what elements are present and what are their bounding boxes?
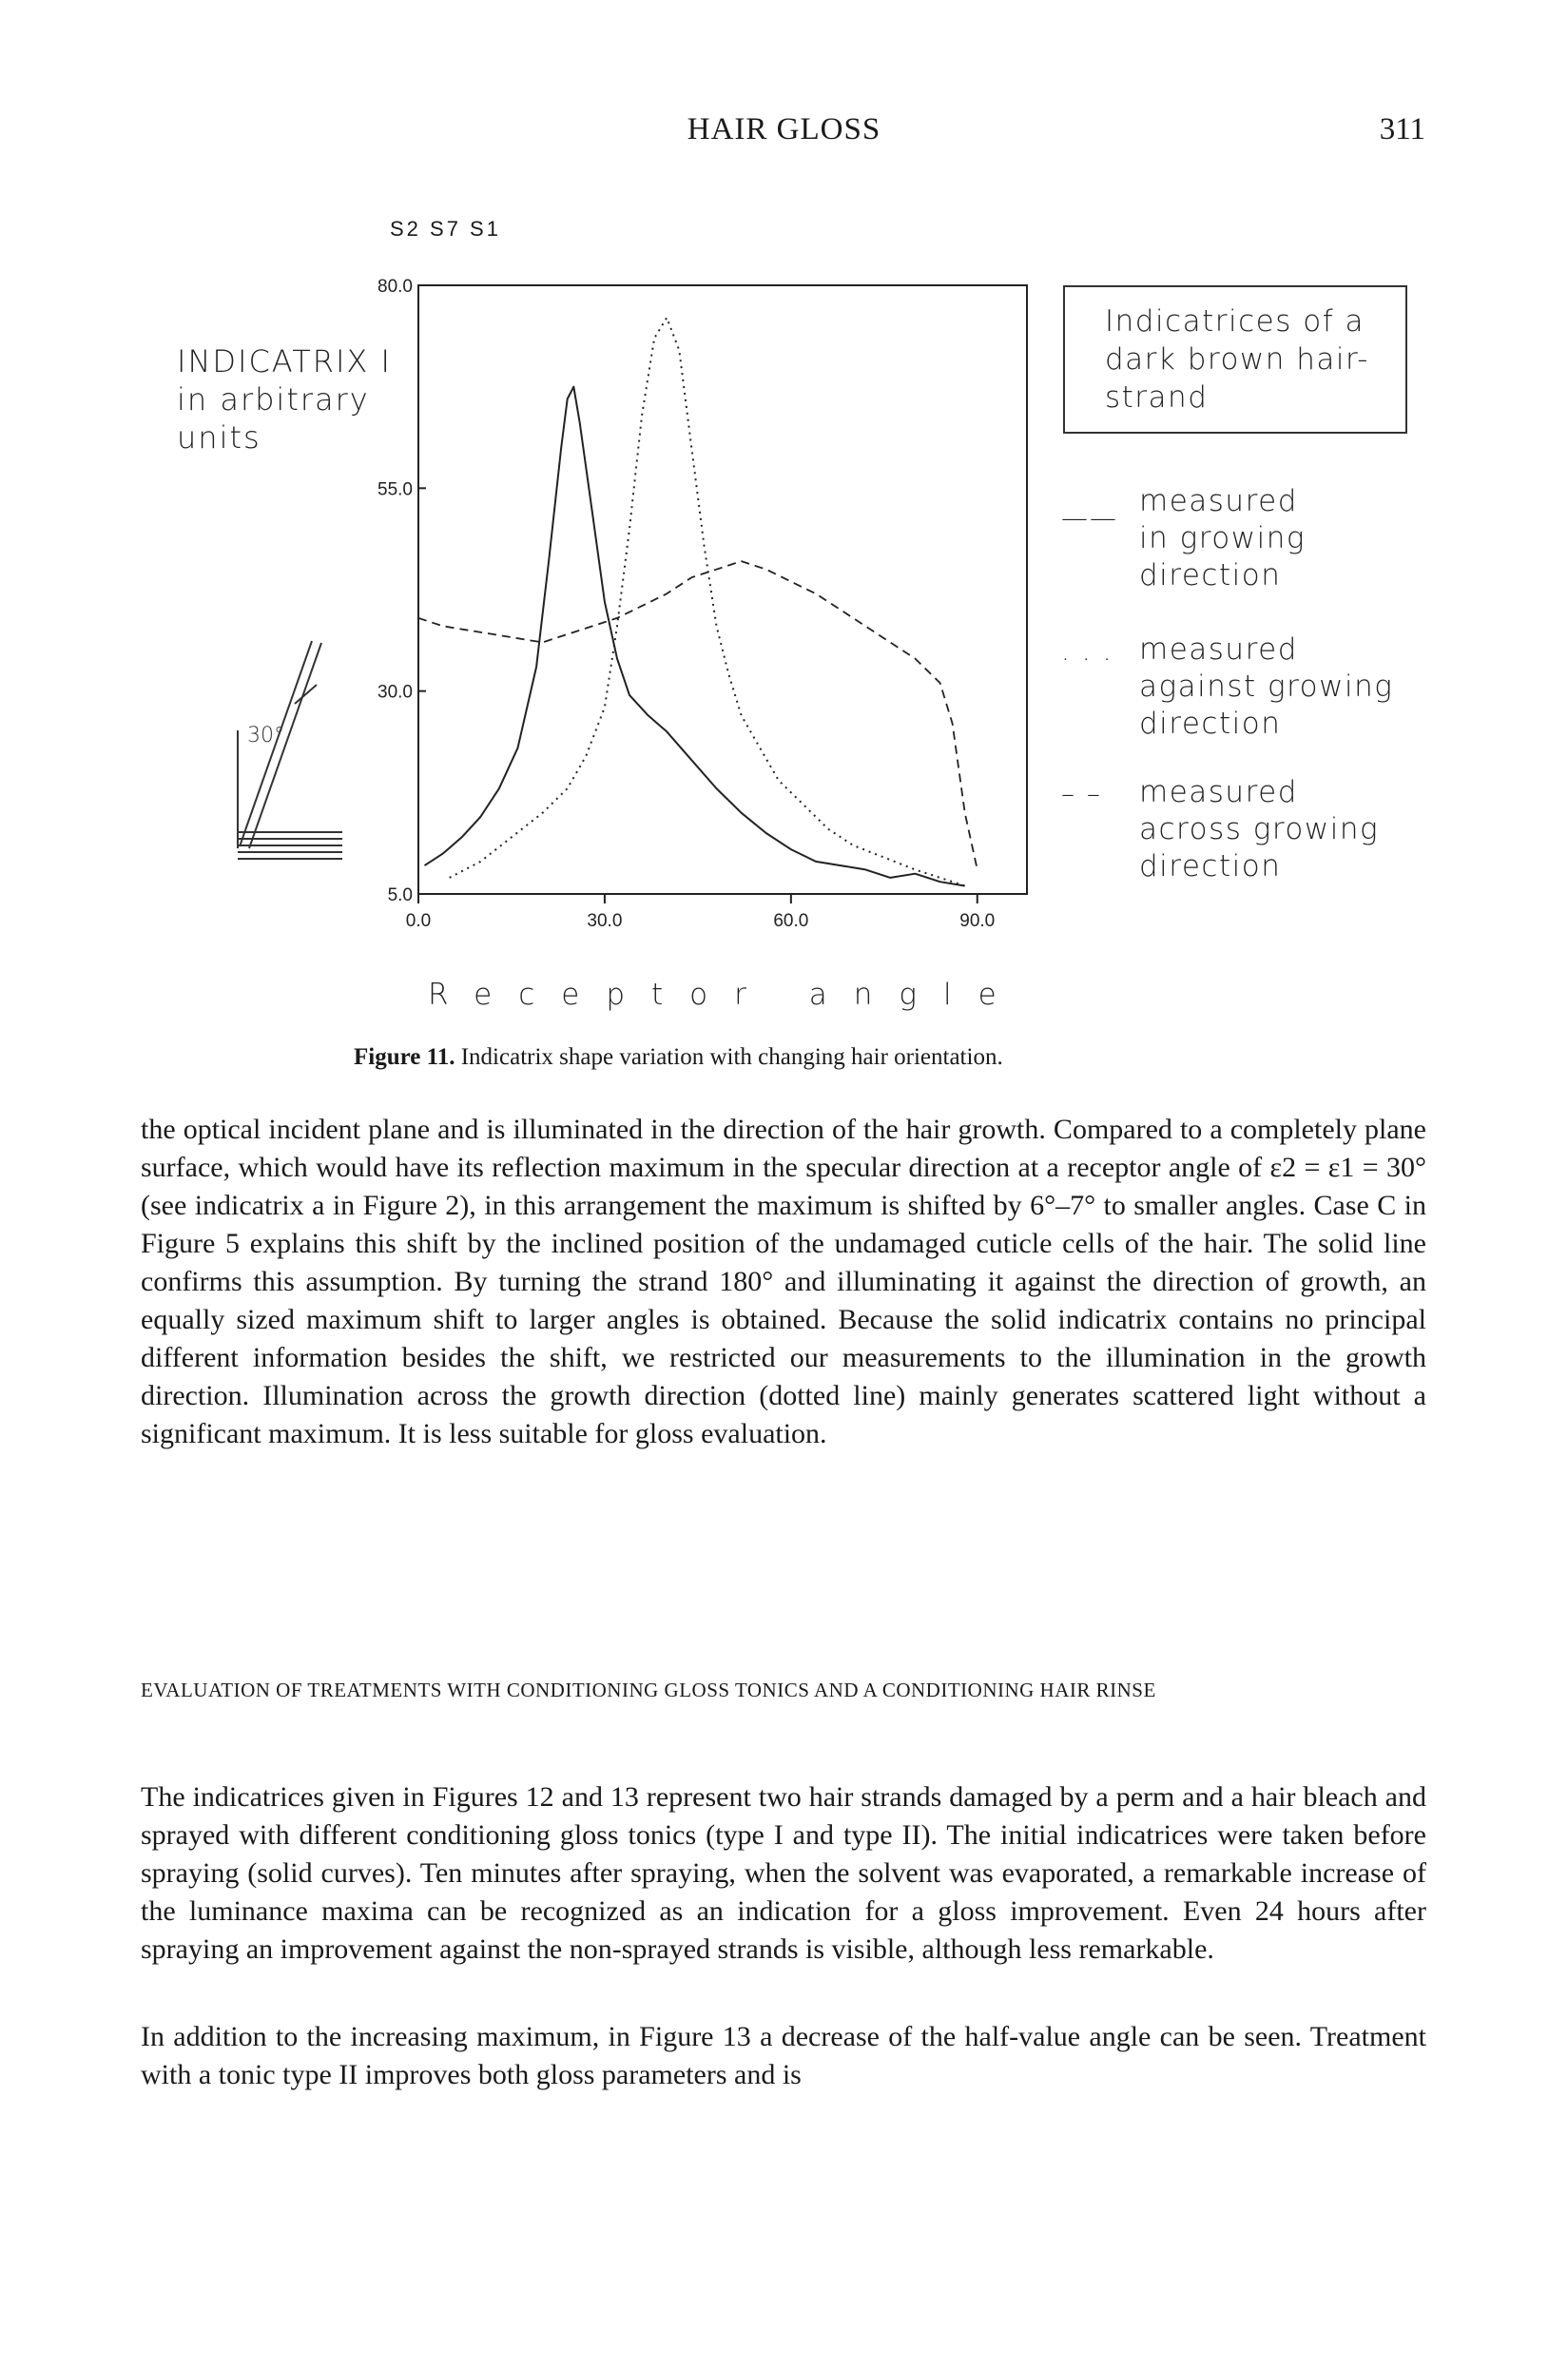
series-tags: S2 S7 S1 xyxy=(390,217,501,241)
legend-entry-growing xyxy=(1139,483,1424,594)
series-line-dotted xyxy=(450,318,965,885)
legend-entry-line: direction xyxy=(1139,849,1282,884)
legend-entry-across xyxy=(1139,774,1424,885)
running-header-title: HAIR GLOSS xyxy=(687,112,881,146)
axes-frame xyxy=(418,285,1027,894)
page-number: 311 xyxy=(1379,112,1425,146)
y-axis-label-line: units xyxy=(177,419,261,456)
legend-title: Indicatrices of a dark brown hair-strand xyxy=(1105,304,1369,415)
axis-ticks xyxy=(377,277,995,931)
chart-curves xyxy=(418,318,978,885)
x-tick-label: 60.0 xyxy=(773,911,809,931)
series-line-dashed xyxy=(418,561,978,869)
legend-marker-dashed: – – xyxy=(1061,778,1102,809)
legend-entry-line: measured xyxy=(1139,632,1298,667)
body-paragraph-2: The indicatrices given in Figures 12 and 13 represent two hair strands damaged by a perm and a hair bleach and sprayed with different conditioning gloss tonics (type I and type II). The initial indicatrices were taken before spraying (solid curves). Ten minutes after spraying, when the solvent was evaporated, a remarkable increase of the luminance maxima can be recognized as an indication for a gloss improvement. Even 24 hours after spraying an improvement against the non-sprayed strands is visible, although less remarkable. xyxy=(141,1781,1426,1965)
y-axis-label xyxy=(177,342,392,456)
x-tick-label: 90.0 xyxy=(959,911,996,931)
legend-entry-line: direction xyxy=(1139,707,1282,741)
y-tick-label: 5.0 xyxy=(387,885,413,905)
body-paragraph-1: the optical incident plane and is illuminated in the direction of the hair growth. Compared to a completely plane surface, which would have its reflection maximum in the specular direction at a receptor angle of ε2 = ε1 = 30° (see indicatrix a in Figure 2), in this arrangement the maximum is shifted by 6°–7° to smaller angles. Case C in Figure 5 explains this shift by the inclined position of the undamaged cuticle cells of the hair. The solid line confirms this assumption. By turning the strand 180° and illuminating it against the direction of growth, an equally sized maximum shift to larger angles is obtained. Because the solid indicatrix contains no principal different information besides the shift, we restricted our measurements to the illumination in the growth direction. Illumination across the growth direction (dotted line) mainly generates scattered light without a significant maximum. It is less suitable for gloss evaluation. xyxy=(141,1114,1426,1449)
legend-entry-line: against growing xyxy=(1139,670,1394,704)
legend-marker-dotted: . . . xyxy=(1061,635,1113,667)
legend-entry-against xyxy=(1139,631,1424,743)
legend-entry-line: across growing xyxy=(1139,812,1380,846)
figure-caption xyxy=(354,1044,1003,1071)
inset-angle-label: 30° xyxy=(247,724,284,748)
x-axis-label: Receptor angle xyxy=(428,978,1023,1012)
y-tick-label: 80.0 xyxy=(377,277,413,297)
body-paragraph-3: In addition to the increasing maximum, in Figure 13 a decrease of the half-value angle can be seen. Treatment with a tonic type II improves both gloss parameters and is xyxy=(141,2021,1426,2090)
legend-entry-line: in growing xyxy=(1139,521,1306,555)
legend-marker-solid: —— xyxy=(1061,502,1118,534)
section-heading: EVALUATION OF TREATMENTS WITH CONDITIONING GLOSS TONICS AND A CONDITIONING HAIR RINSE xyxy=(141,1679,1156,1701)
x-tick-label: 30.0 xyxy=(587,911,623,931)
legend-entry-line: measured xyxy=(1139,775,1298,809)
y-tick-label: 30.0 xyxy=(377,682,413,703)
figure-caption-label: Figure 11. xyxy=(354,1044,455,1070)
y-axis-label-line: in arbitrary xyxy=(177,381,370,417)
figure-caption-text: Indicatrix shape variation with changing hair orientation. xyxy=(460,1044,1003,1070)
legend-entry-line: measured xyxy=(1139,484,1298,518)
legend-entry-line: direction xyxy=(1139,558,1282,592)
incidence-geometry-sketch xyxy=(238,641,342,859)
plot-frame xyxy=(418,285,1027,894)
x-tick-label: 0.0 xyxy=(405,911,432,931)
y-tick-label: 55.0 xyxy=(377,479,413,500)
y-axis-label-line: INDICATRIX I xyxy=(177,343,392,379)
